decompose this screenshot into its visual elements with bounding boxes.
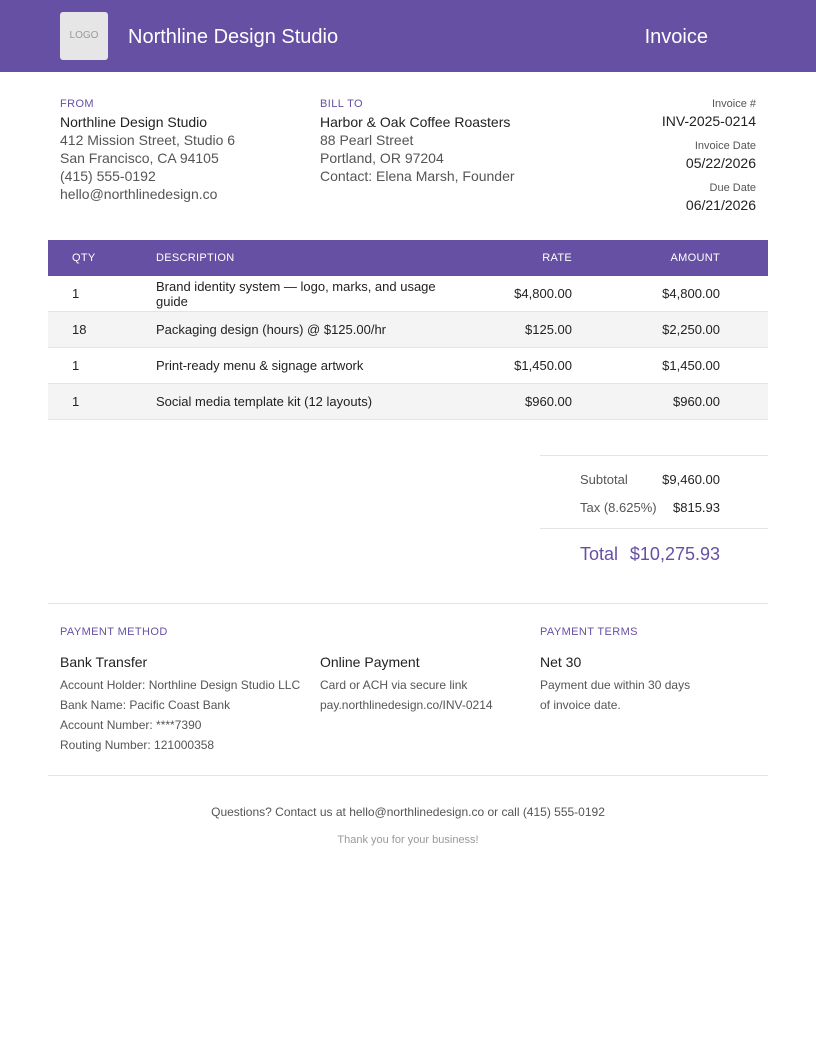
due-date: 06/21/2026 — [685, 197, 756, 213]
payment-online-column — [320, 625, 560, 715]
table-row — [48, 348, 768, 384]
routing-number: Routing Number: 121000358 — [60, 738, 215, 752]
row-rate: $960.00 — [452, 384, 580, 420]
row-amount: $2,250.00 — [580, 312, 768, 348]
from-phone: (415) 555-0192 — [60, 168, 156, 184]
tax-row — [540, 494, 768, 522]
table-header-row — [48, 240, 768, 276]
row-qty: 18 — [48, 312, 156, 348]
total-label: Total — [580, 544, 619, 564]
bill-to-contact: Contact: Elena Marsh, Founder — [320, 168, 515, 184]
from-email: hello@northlinedesign.co — [60, 186, 218, 202]
description-header: DESCRIPTION — [156, 252, 235, 264]
due-date-label: Due Date — [709, 182, 756, 194]
invoice-number: INV-2025-0214 — [661, 113, 756, 129]
table-row — [48, 276, 768, 312]
from-name: Northline Design Studio — [60, 114, 208, 130]
bank-transfer-title: Bank Transfer — [60, 654, 148, 670]
payment-terms-line1: Payment due within 30 days — [540, 678, 691, 692]
invoice-date: 05/22/2026 — [685, 155, 756, 171]
bill-to-label: BILL TO — [320, 98, 363, 110]
footer-contact: Questions? Contact us at hello@northlinedesign.co or call (415) 555-0192 — [211, 805, 605, 819]
row-description: Packaging design (hours) @ $125.00/hr — [156, 312, 452, 348]
total-row — [540, 529, 768, 579]
invoice-meta — [556, 97, 756, 223]
subtotal-row — [540, 466, 768, 494]
bill-to-address-line1: 88 Pearl Street — [320, 132, 414, 148]
row-rate: $125.00 — [452, 312, 580, 348]
row-qty: 1 — [48, 384, 156, 420]
from-label: FROM — [60, 98, 94, 110]
invoice-header — [0, 0, 816, 72]
payment-link[interactable]: pay.northlinedesign.co/INV-0214 — [320, 698, 493, 712]
row-description: Brand identity system — logo, marks, and usage guide — [156, 276, 452, 312]
company-name: Northline Design Studio — [128, 26, 339, 48]
invoice-number-label: Invoice # — [711, 98, 756, 110]
table-row — [48, 384, 768, 420]
line-items-table — [48, 240, 768, 420]
footer-thanks: Thank you for your business! — [337, 834, 479, 846]
payment-terms-title: Net 30 — [540, 654, 582, 670]
online-payment-method: Card or ACH via secure link — [320, 678, 468, 692]
bank-name: Bank Name: Pacific Coast Bank — [60, 698, 231, 712]
payment-terms-label: PAYMENT TERMS — [540, 626, 638, 638]
amount-header: AMOUNT — [670, 252, 720, 264]
row-qty: 1 — [48, 348, 156, 384]
footer-divider — [48, 775, 768, 776]
company-logo: LOGO — [60, 12, 108, 60]
row-qty: 1 — [48, 276, 156, 312]
total-value: $10,275.93 — [629, 544, 720, 564]
subtotal-label: Subtotal — [580, 472, 628, 487]
invoice-date-label: Invoice Date — [694, 140, 756, 152]
row-description: Print-ready menu & signage artwork — [156, 348, 452, 384]
payment-online-spacer — [320, 625, 560, 639]
table-row — [48, 312, 768, 348]
document-title: Invoice — [644, 26, 708, 48]
from-address-line2: San Francisco, CA 94105 — [60, 150, 219, 166]
row-amount: $1,450.00 — [580, 348, 768, 384]
section-divider — [48, 603, 768, 604]
payment-terms-column — [540, 625, 760, 715]
payment-terms-line2: of invoice date. — [540, 698, 621, 712]
tax-label: Tax (8.625%) — [580, 500, 657, 515]
tax-value: $815.93 — [673, 500, 720, 515]
row-description: Social media template kit (12 layouts) — [156, 384, 452, 420]
bill-to-name: Harbor & Oak Coffee Roasters — [320, 114, 511, 130]
bill-to-address-line2: Portland, OR 97204 — [320, 150, 444, 166]
payment-method-label: PAYMENT METHOD — [60, 626, 168, 638]
account-number: Account Number: ****7390 — [60, 718, 202, 732]
row-rate: $1,450.00 — [452, 348, 580, 384]
row-rate: $4,800.00 — [452, 276, 580, 312]
rate-header: RATE — [542, 252, 572, 264]
totals-section — [540, 455, 768, 579]
bill-to-section — [320, 97, 570, 185]
account-holder: Account Holder: Northline Design Studio LLC — [60, 678, 301, 692]
qty-header: QTY — [72, 252, 96, 264]
subtotal-value: $9,460.00 — [662, 472, 720, 487]
from-address-line1: 412 Mission Street, Studio 6 — [60, 132, 236, 148]
row-amount: $960.00 — [580, 384, 768, 420]
online-payment-title: Online Payment — [320, 654, 420, 670]
row-amount: $4,800.00 — [580, 276, 768, 312]
payment-bank-column — [60, 625, 300, 755]
from-section — [60, 97, 310, 203]
